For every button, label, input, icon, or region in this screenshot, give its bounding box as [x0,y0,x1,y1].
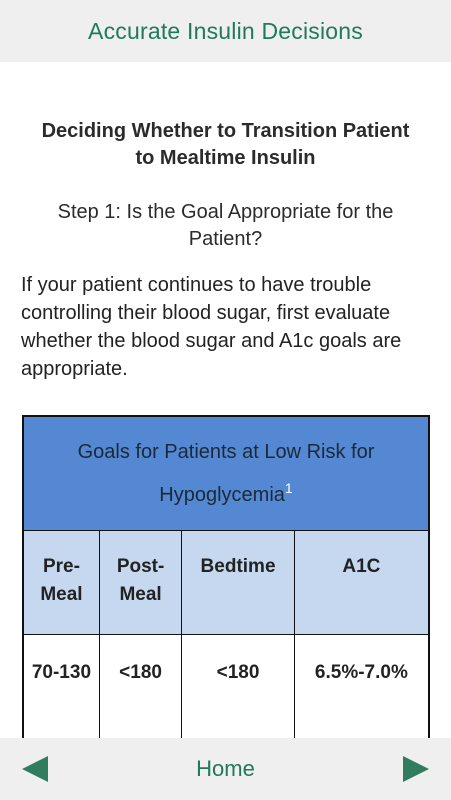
app-title: Accurate Insulin Decisions [88,17,363,44]
column-header-pre-meal: Pre-Meal [23,530,99,634]
value-a1c: 6.5%-7.0% [294,634,429,738]
next-arrow-icon[interactable] [403,756,429,782]
value-bedtime: <180 [182,634,295,738]
previous-arrow-icon[interactable] [22,756,48,782]
column-header-a1c: A1C [294,530,429,634]
section-title: Deciding Whether to Transition Patient to Mealtime Insulin [41,120,410,169]
instruction-text: If your patient continues to have trouble controlling their blood sugar, first evaluate whether the blood sugar and A1c goals are appropriate. [21,274,402,380]
home-button[interactable]: Home [196,756,255,781]
table-caption-row [23,416,429,530]
value-post-meal: <180 [99,634,181,738]
table-header-row [23,530,429,634]
goals-table [22,415,430,738]
footer-nav-bar [0,738,451,800]
table-caption-text: Goals for Patients at Low Risk for Hypoglycemia [77,440,375,506]
column-header-bedtime: Bedtime [182,530,295,634]
step-title: Step 1: Is the Goal Appropriate for the Patient? [57,201,394,250]
content-area[interactable] [0,62,451,738]
value-pre-meal: 70-130 [23,634,99,738]
table-row [23,634,429,738]
table-caption [23,416,429,530]
footnote-marker[interactable]: 1 [284,479,293,496]
app-header [0,0,451,62]
column-header-post-meal: Post-Meal [99,530,181,634]
